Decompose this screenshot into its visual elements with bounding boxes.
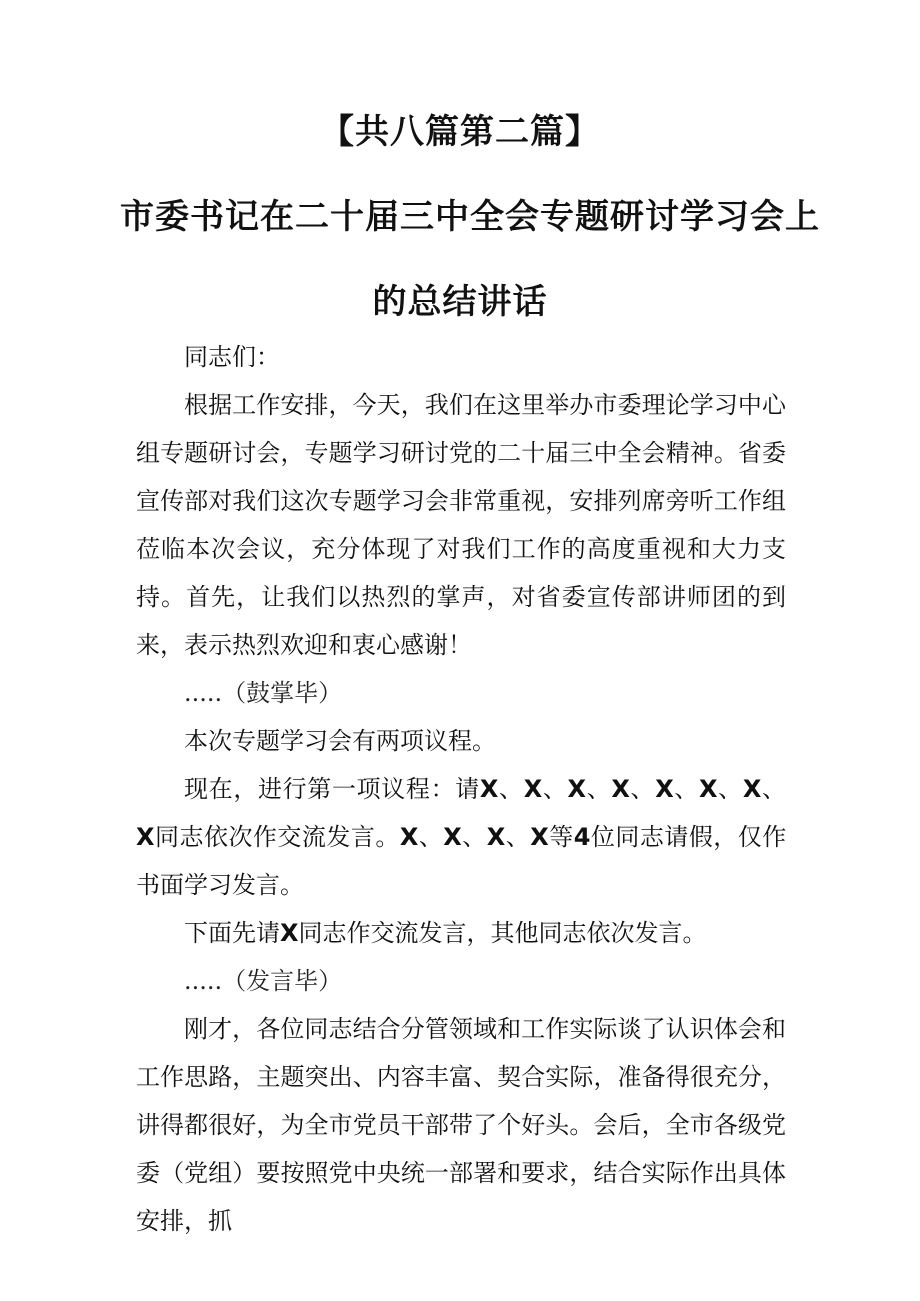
greeting: 同志们： (184, 343, 280, 371)
paragraph-opening: 根据工作安排，今天，我们在这里举办市委理论学习中心组专题研讨会，专题学习研讨党的二十届三中全会精神。省委宣传部对我们这次专题学习会非常重视，安排列席旁听工作组莅临本次会议，充分体现了对我们工作的高度重视和大力支持。首先，让我们以热烈的掌声，对省委宣传部讲师团的到来，表示热烈欢迎和衷心感谢！ (136, 391, 786, 659)
placeholder-mark: X (567, 775, 587, 803)
paragraph-block-5 (136, 1005, 786, 1245)
paragraph-summary: 刚才，各位同志结合分管领域和工作实际谈了认识体会和工作思路，主题突出、内容丰富、契合实际，准备得很充分，讲得都很好，为全市党员干部带了个好头。会后，全市各级党委（党组）要按照党中央统一部署和要求，结合实际作出具体安排，抓 (136, 1015, 786, 1235)
placeholder-mark: 4 (573, 823, 591, 851)
placeholder-mark: X (742, 775, 762, 803)
paragraph-first-speaker: 下面先请X同志作交流发言，其他同志依次发言。 (184, 919, 707, 947)
placeholder-mark: X (699, 775, 718, 803)
paragraph-block-4 (136, 909, 786, 957)
placeholder-mark: X (611, 775, 630, 803)
placeholder-mark: X (530, 823, 549, 851)
placeholder-mark: X (655, 775, 674, 803)
paragraph-block-3 (136, 765, 786, 909)
placeholder-mark: X (486, 823, 506, 851)
stage-direction-speech-end: .....（发言毕） (184, 967, 343, 995)
placeholder-mark: X (136, 823, 155, 851)
stage-direction-block-1 (136, 669, 786, 717)
stage-direction-applause: .....（鼓掌毕） (184, 679, 343, 707)
placeholder-mark: X (399, 823, 419, 851)
greeting-block (136, 333, 786, 381)
paragraph-agenda: 本次专题学习会有两项议程。 (184, 727, 496, 755)
paragraph-first-item: 现在，进行第一项议程：请X、X、X、X、X、X、X、X同志依次作交流发言。X、X、X、X等4位同志请假，仅作书面学习发言。 (136, 775, 787, 899)
document-title-line-1: 市委书记在二十届三中全会专题研讨学习会上 (120, 197, 820, 237)
stage-direction-block-2 (136, 957, 786, 1005)
placeholder-mark: X (443, 823, 462, 851)
placeholder-mark: X (523, 775, 543, 803)
document-title-line-2: 的总结讲话 (372, 282, 548, 322)
paragraph-block-2 (136, 717, 786, 765)
placeholder-mark: X (479, 775, 499, 803)
series-label: 【共八篇第二篇】 (320, 112, 600, 152)
paragraph-block-1 (136, 381, 786, 669)
placeholder-mark: X (280, 919, 299, 947)
